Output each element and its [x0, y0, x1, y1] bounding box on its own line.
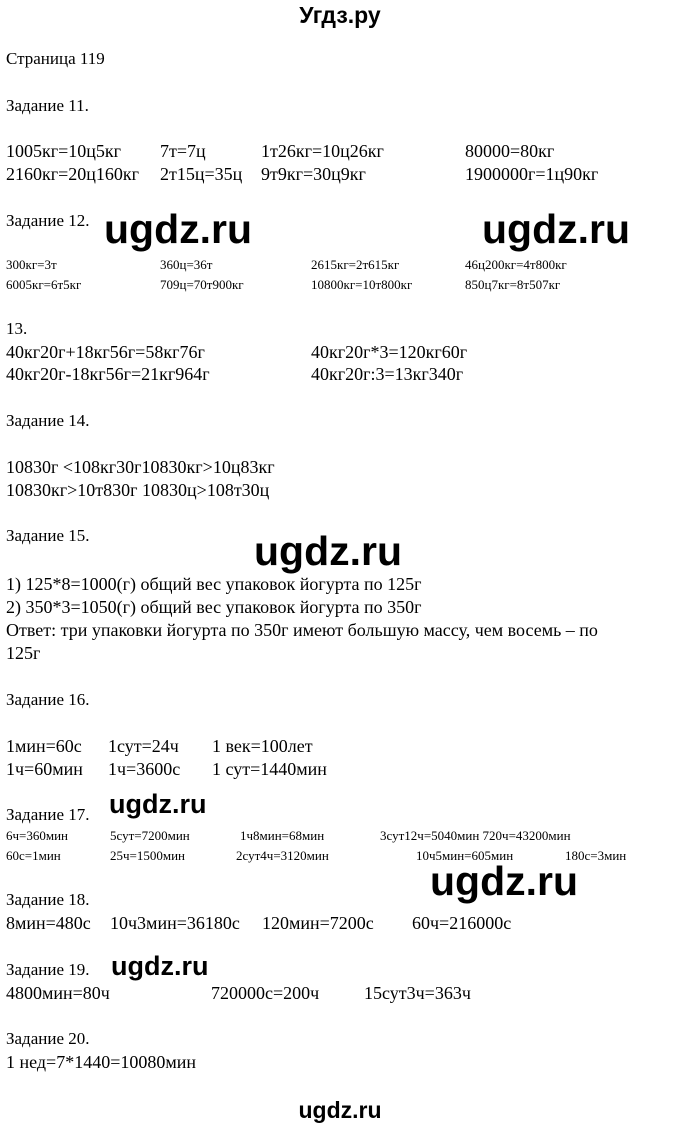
task-12-cell: 46ц200кг=4т800кг [465, 257, 567, 272]
task-18-cell: 60ч=216000с [412, 913, 512, 933]
task-12-title: Задание 12. [6, 211, 90, 230]
task-11-cell: 7т=7ц [160, 141, 206, 161]
task-11-title: Задание 11. [6, 96, 89, 115]
watermark: ugdz.ru [109, 789, 207, 819]
task-11-cell: 9т9кг=30ц9кг [261, 164, 366, 184]
task-19-cell: 15сут3ч=363ч [364, 983, 471, 1003]
task-20-title: Задание 20. [6, 1029, 90, 1048]
task-18-cell: 8мин=480с [6, 913, 91, 933]
task-13-title: 13. [6, 319, 28, 338]
task-12-cell: 6005кг=6т5кг [6, 277, 82, 292]
task-16-cell: 1 сут=1440мин [212, 759, 327, 779]
task-16-title: Задание 16. [6, 690, 90, 709]
task-11-cell: 1005кг=10ц5кг [6, 141, 122, 161]
task-13-cell: 40кг20г-18кг56г=21кг964г [6, 364, 210, 384]
site-header: Угдз.ру [299, 2, 381, 28]
task-17-cell: 1ч8мин=68мин [240, 828, 325, 843]
task-17-cell: 60с=1мин [6, 848, 61, 863]
task-15-line: Ответ: три упаковки йогурта по 350г имеют большую массу, чем восемь – по [6, 620, 598, 640]
task-17-cell: 5сут=7200мин [110, 828, 190, 843]
task-11-cell: 2160кг=20ц160кг [6, 164, 140, 184]
watermark: ugdz.ru [254, 528, 403, 574]
watermark: ugdz.ru [430, 858, 579, 904]
task-12-cell: 2615кг=2т615кг [311, 257, 400, 272]
task-12-cell: 300кг=3т [6, 257, 57, 272]
task-11-cell: 2т15ц=35ц [160, 164, 243, 184]
watermark: ugdz.ru [482, 206, 631, 252]
task-13-cell: 40кг20г+18кг56г=58кг76г [6, 342, 205, 362]
task-16-cell: 1ч=3600с [108, 759, 181, 779]
task-18-cell: 10ч3мин=36180с [110, 913, 240, 933]
task-18-cell: 120мин=7200с [262, 913, 374, 933]
task-19-title: Задание 19. [6, 960, 90, 979]
watermark: ugdz.ru [104, 206, 253, 252]
task-14-title: Задание 14. [6, 411, 90, 430]
task-19-cell: 4800мин=80ч [6, 983, 110, 1003]
task-16-cell: 1мин=60с [6, 736, 82, 756]
page-label: Страница 119 [6, 49, 105, 68]
task-16-cell: 1ч=60мин [6, 759, 83, 779]
task-13-cell: 40кг20г:3=13кг340г [311, 364, 464, 384]
task-12-cell: 709ц=70т900кг [160, 277, 244, 292]
task-17-cell: 25ч=1500мин [110, 848, 186, 863]
task-12-cell: 10800кг=10т800кг [311, 277, 413, 292]
task-19-cell: 720000с=200ч [211, 983, 320, 1003]
task-15-title: Задание 15. [6, 526, 90, 545]
task-14-line: 10830кг>10т830г 10830ц>108т30ц [6, 480, 270, 500]
task-11-cell: 1т26кг=10ц26кг [261, 141, 384, 161]
task-16-cell: 1 век=100лет [212, 736, 313, 756]
watermark: ugdz.ru [111, 951, 209, 981]
task-16-cell: 1сут=24ч [108, 736, 179, 756]
task-17-cell: 6ч=360мин [6, 828, 69, 843]
task-15-line: 125г [6, 643, 41, 663]
task-17-cell: 10ч5мин=605мин [416, 848, 514, 863]
task-11-cell: 1900000г=1ц90кг [465, 164, 599, 184]
task-18-title: Задание 18. [6, 890, 90, 909]
task-17-cell: 180с=3мин [565, 848, 627, 863]
task-20-line: 1 нед=7*1440=10080мин [6, 1052, 197, 1072]
task-14-line: 10830г <108кг30г10830кг>10ц83кг [6, 457, 275, 477]
task-12-cell: 360ц=36т [160, 257, 213, 272]
task-11-cell: 80000=80кг [465, 141, 555, 161]
task-13-cell: 40кг20г*3=120кг60г [311, 342, 468, 362]
task-17-cell: 3сут12ч=5040мин 720ч=43200мин [380, 828, 571, 843]
task-17-title: Задание 17. [6, 805, 90, 824]
task-12-cell: 850ц7кг=8т507кг [465, 277, 561, 292]
task-15-line: 2) 350*3=1050(г) общий вес упаковок йогурта по 350г [6, 597, 422, 617]
site-footer: ugdz.ru [298, 1097, 382, 1123]
task-15-line: 1) 125*8=1000(г) общий вес упаковок йогурта по 125г [6, 574, 422, 594]
task-17-cell: 2сут4ч=3120мин [236, 848, 329, 863]
